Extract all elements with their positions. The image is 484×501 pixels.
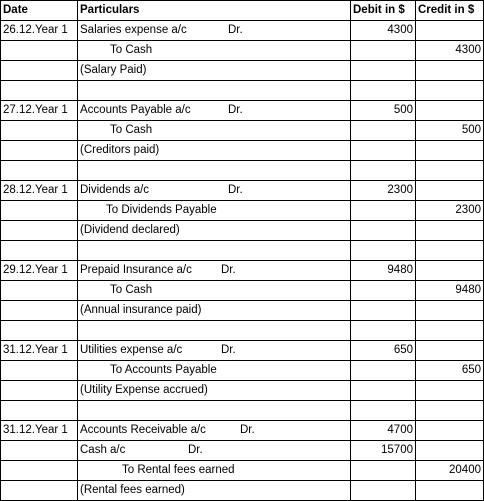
entry-date: 29.12.Year 1 (1, 261, 78, 281)
date-empty (1, 221, 78, 241)
credit-amount: 9480 (416, 281, 484, 301)
table-row (1, 421, 484, 441)
credit-amount-empty (416, 61, 484, 81)
credit-account: To Dividends Payable (78, 201, 351, 221)
date-empty (1, 361, 78, 381)
debit-amount: 4300 (351, 21, 416, 41)
entry-date: 31.12.Year 1 (1, 421, 78, 441)
credit-account: To Rental fees earned (78, 461, 351, 481)
entry-date: 28.12.Year 1 (1, 181, 78, 201)
credit-amount-empty (416, 421, 484, 441)
debit-amount-empty (351, 481, 416, 501)
credit-account: To Cash (78, 41, 351, 61)
debit-amount-empty (351, 201, 416, 221)
debit-account (78, 101, 351, 121)
table-row (1, 441, 484, 461)
credit-account: To Accounts Payable (78, 361, 351, 381)
dr-label: Dr. (228, 24, 243, 36)
table-row (1, 461, 484, 481)
debit-amount-empty (351, 121, 416, 141)
debit-amount-empty (351, 301, 416, 321)
narration: (Utility Expense accrued) (78, 381, 351, 401)
debit-amount-empty (351, 381, 416, 401)
table-row (1, 41, 484, 61)
credit-amount-empty (416, 341, 484, 361)
spacer-row (1, 161, 484, 181)
credit-account: To Cash (78, 281, 351, 301)
debit-amount: 500 (351, 101, 416, 121)
debit-amount-empty (351, 141, 416, 161)
narration: (Dividend declared) (78, 221, 351, 241)
dr-label: Dr. (228, 184, 243, 196)
header-particulars: Particulars (78, 1, 351, 21)
debit-amount-empty (351, 281, 416, 301)
spacer-row (1, 241, 484, 261)
spacer-row (1, 401, 484, 421)
narration: (Annual insurance paid) (78, 301, 351, 321)
table-row (1, 481, 484, 501)
debit-amount-empty (351, 41, 416, 61)
date-empty (1, 481, 78, 501)
credit-amount-empty (416, 301, 484, 321)
debit-amount-empty (351, 221, 416, 241)
credit-amount-empty (416, 441, 484, 461)
header-credit: Credit in $ (416, 1, 484, 21)
header-date: Date (1, 1, 78, 21)
date-empty (1, 201, 78, 221)
dr-label: Dr. (188, 444, 203, 456)
entry-date: 26.12.Year 1 (1, 21, 78, 41)
table-row (1, 281, 484, 301)
credit-account: To Cash (78, 121, 351, 141)
table-row (1, 201, 484, 221)
table-row (1, 361, 484, 381)
credit-amount: 650 (416, 361, 484, 381)
debit-account (78, 421, 351, 441)
debit-amount: 4700 (351, 421, 416, 441)
table-row (1, 261, 484, 281)
table-row (1, 141, 484, 161)
debit-amount-empty (351, 361, 416, 381)
date-empty (1, 381, 78, 401)
date-empty (1, 461, 78, 481)
dr-label: Dr. (228, 104, 243, 116)
debit-account (78, 261, 351, 281)
table-row (1, 121, 484, 141)
debit-account-name: Utilities expense a/c (80, 344, 183, 356)
debit-account (78, 21, 351, 41)
date-empty (1, 281, 78, 301)
debit-account (78, 341, 351, 361)
table-row (1, 21, 484, 41)
credit-amount-empty (416, 261, 484, 281)
credit-amount: 500 (416, 121, 484, 141)
debit-account-name: Salaries expense a/c (80, 24, 187, 36)
debit-account-name: Prepaid Insurance a/c (80, 264, 192, 276)
debit-account (78, 441, 351, 461)
credit-amount: 4300 (416, 41, 484, 61)
date-empty (1, 441, 78, 461)
debit-amount: 15700 (351, 441, 416, 461)
date-empty (1, 41, 78, 61)
table-row (1, 221, 484, 241)
dr-label: Dr. (221, 344, 236, 356)
entry-date: 27.12.Year 1 (1, 101, 78, 121)
credit-amount-empty (416, 221, 484, 241)
table-row (1, 181, 484, 201)
narration: (Rental fees earned) (78, 481, 351, 501)
credit-amount-empty (416, 481, 484, 501)
debit-account-name: Cash a/c (80, 444, 126, 456)
date-empty (1, 301, 78, 321)
table-row (1, 381, 484, 401)
debit-amount-empty (351, 461, 416, 481)
debit-amount: 9480 (351, 261, 416, 281)
credit-amount-empty (416, 21, 484, 41)
spacer-row (1, 81, 484, 101)
debit-amount-empty (351, 61, 416, 81)
debit-account-name: Accounts Payable a/c (80, 104, 191, 116)
table-row (1, 301, 484, 321)
table-row (1, 101, 484, 121)
narration: (Creditors paid) (78, 141, 351, 161)
credit-amount: 20400 (416, 461, 484, 481)
credit-amount: 2300 (416, 201, 484, 221)
credit-amount-empty (416, 181, 484, 201)
credit-amount-empty (416, 101, 484, 121)
header-row (1, 1, 484, 21)
header-debit: Debit in $ (351, 1, 416, 21)
table-row (1, 341, 484, 361)
debit-amount: 650 (351, 341, 416, 361)
date-empty (1, 61, 78, 81)
date-empty (1, 121, 78, 141)
credit-amount-empty (416, 381, 484, 401)
dr-label: Dr. (221, 264, 236, 276)
dr-label: Dr. (240, 424, 255, 436)
debit-account-name: Accounts Receivable a/c (80, 424, 206, 436)
debit-amount: 2300 (351, 181, 416, 201)
debit-account (78, 181, 351, 201)
date-empty (1, 141, 78, 161)
entry-date: 31.12.Year 1 (1, 341, 78, 361)
credit-amount-empty (416, 141, 484, 161)
spacer-row (1, 321, 484, 341)
narration: (Salary Paid) (78, 61, 351, 81)
debit-account-name: Dividends a/c (80, 184, 150, 196)
table-row (1, 61, 484, 81)
